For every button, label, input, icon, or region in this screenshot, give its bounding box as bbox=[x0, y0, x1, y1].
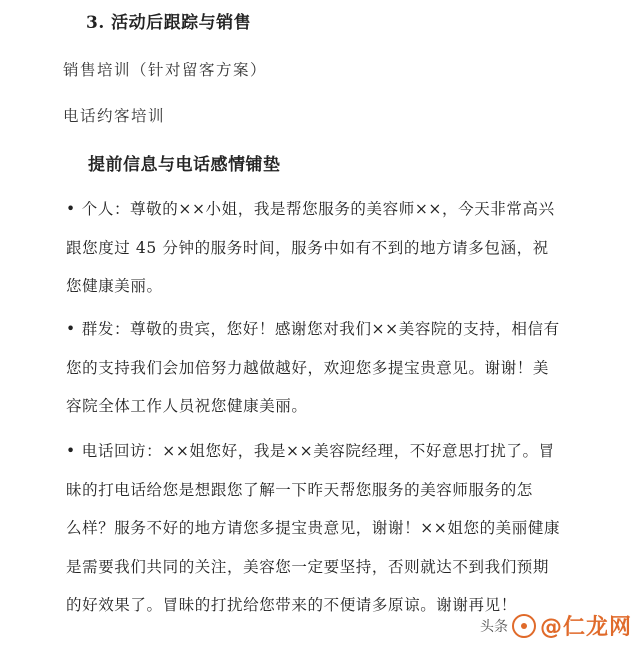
watermark-logo-icon bbox=[512, 614, 536, 638]
section-heading: 3. 活动后跟踪与销售 bbox=[86, 13, 252, 33]
paragraph-row: 昧的打电话给您是想跟您了解一下昨天帮您服务的美容师服务的怎 bbox=[66, 480, 533, 499]
paragraph-row: 您健康美丽。 bbox=[66, 277, 163, 295]
paragraph-row: • 电话回访：××姐您好，我是××美容院经理，不好意思打扰了。冒 bbox=[66, 432, 576, 471]
watermark bbox=[480, 610, 632, 641]
paragraph-row: 的好效果了。冒昧的打扰给您带来的不便请多原谅。谢谢再见！ bbox=[66, 596, 517, 614]
sub-heading: 提前信息与电话感情铺垫 bbox=[88, 155, 281, 175]
watermark-brand: @仁龙网 bbox=[539, 615, 632, 640]
paragraph-row: 容院全体工作人员祝您健康美丽。 bbox=[66, 397, 308, 415]
bullet-icon: • bbox=[66, 320, 76, 338]
paragraph-row: • 群发：尊敬的贵宾，您好！感谢您对我们××美容院的支持，相信有 bbox=[66, 310, 576, 349]
bullet-icon: • bbox=[66, 200, 76, 218]
text-line-sales-training: 销售培训（针对留客方案） bbox=[63, 61, 268, 79]
paragraph-group-message bbox=[66, 310, 576, 426]
paragraph-row: 么样？服务不好的地方请您多提宝贵意见，谢谢！××姐您的美丽健康 bbox=[66, 519, 561, 537]
paragraph-row: • 个人：尊敬的××小姐，我是帮您服务的美容师××，今天非常高兴 bbox=[66, 190, 576, 229]
watermark-platform: 头条 bbox=[479, 618, 508, 635]
paragraph-row: 是需要我们共同的关注，美容您一定要坚持，否则就达不到我们预期 bbox=[66, 557, 550, 576]
paragraph-phone-followup bbox=[66, 432, 576, 625]
paragraph-row: 跟您度过 45 分钟的服务时间，服务中如有不到的地方请多包涵，祝 bbox=[66, 238, 549, 257]
bullet-icon: • bbox=[66, 442, 76, 460]
text-line-phone-training: 电话约客培训 bbox=[63, 107, 166, 125]
paragraph-row: 您的支持我们会加倍努力越做越好，欢迎您多提宝贵意见。谢谢！美 bbox=[66, 358, 550, 377]
paragraph-personal bbox=[66, 190, 576, 306]
